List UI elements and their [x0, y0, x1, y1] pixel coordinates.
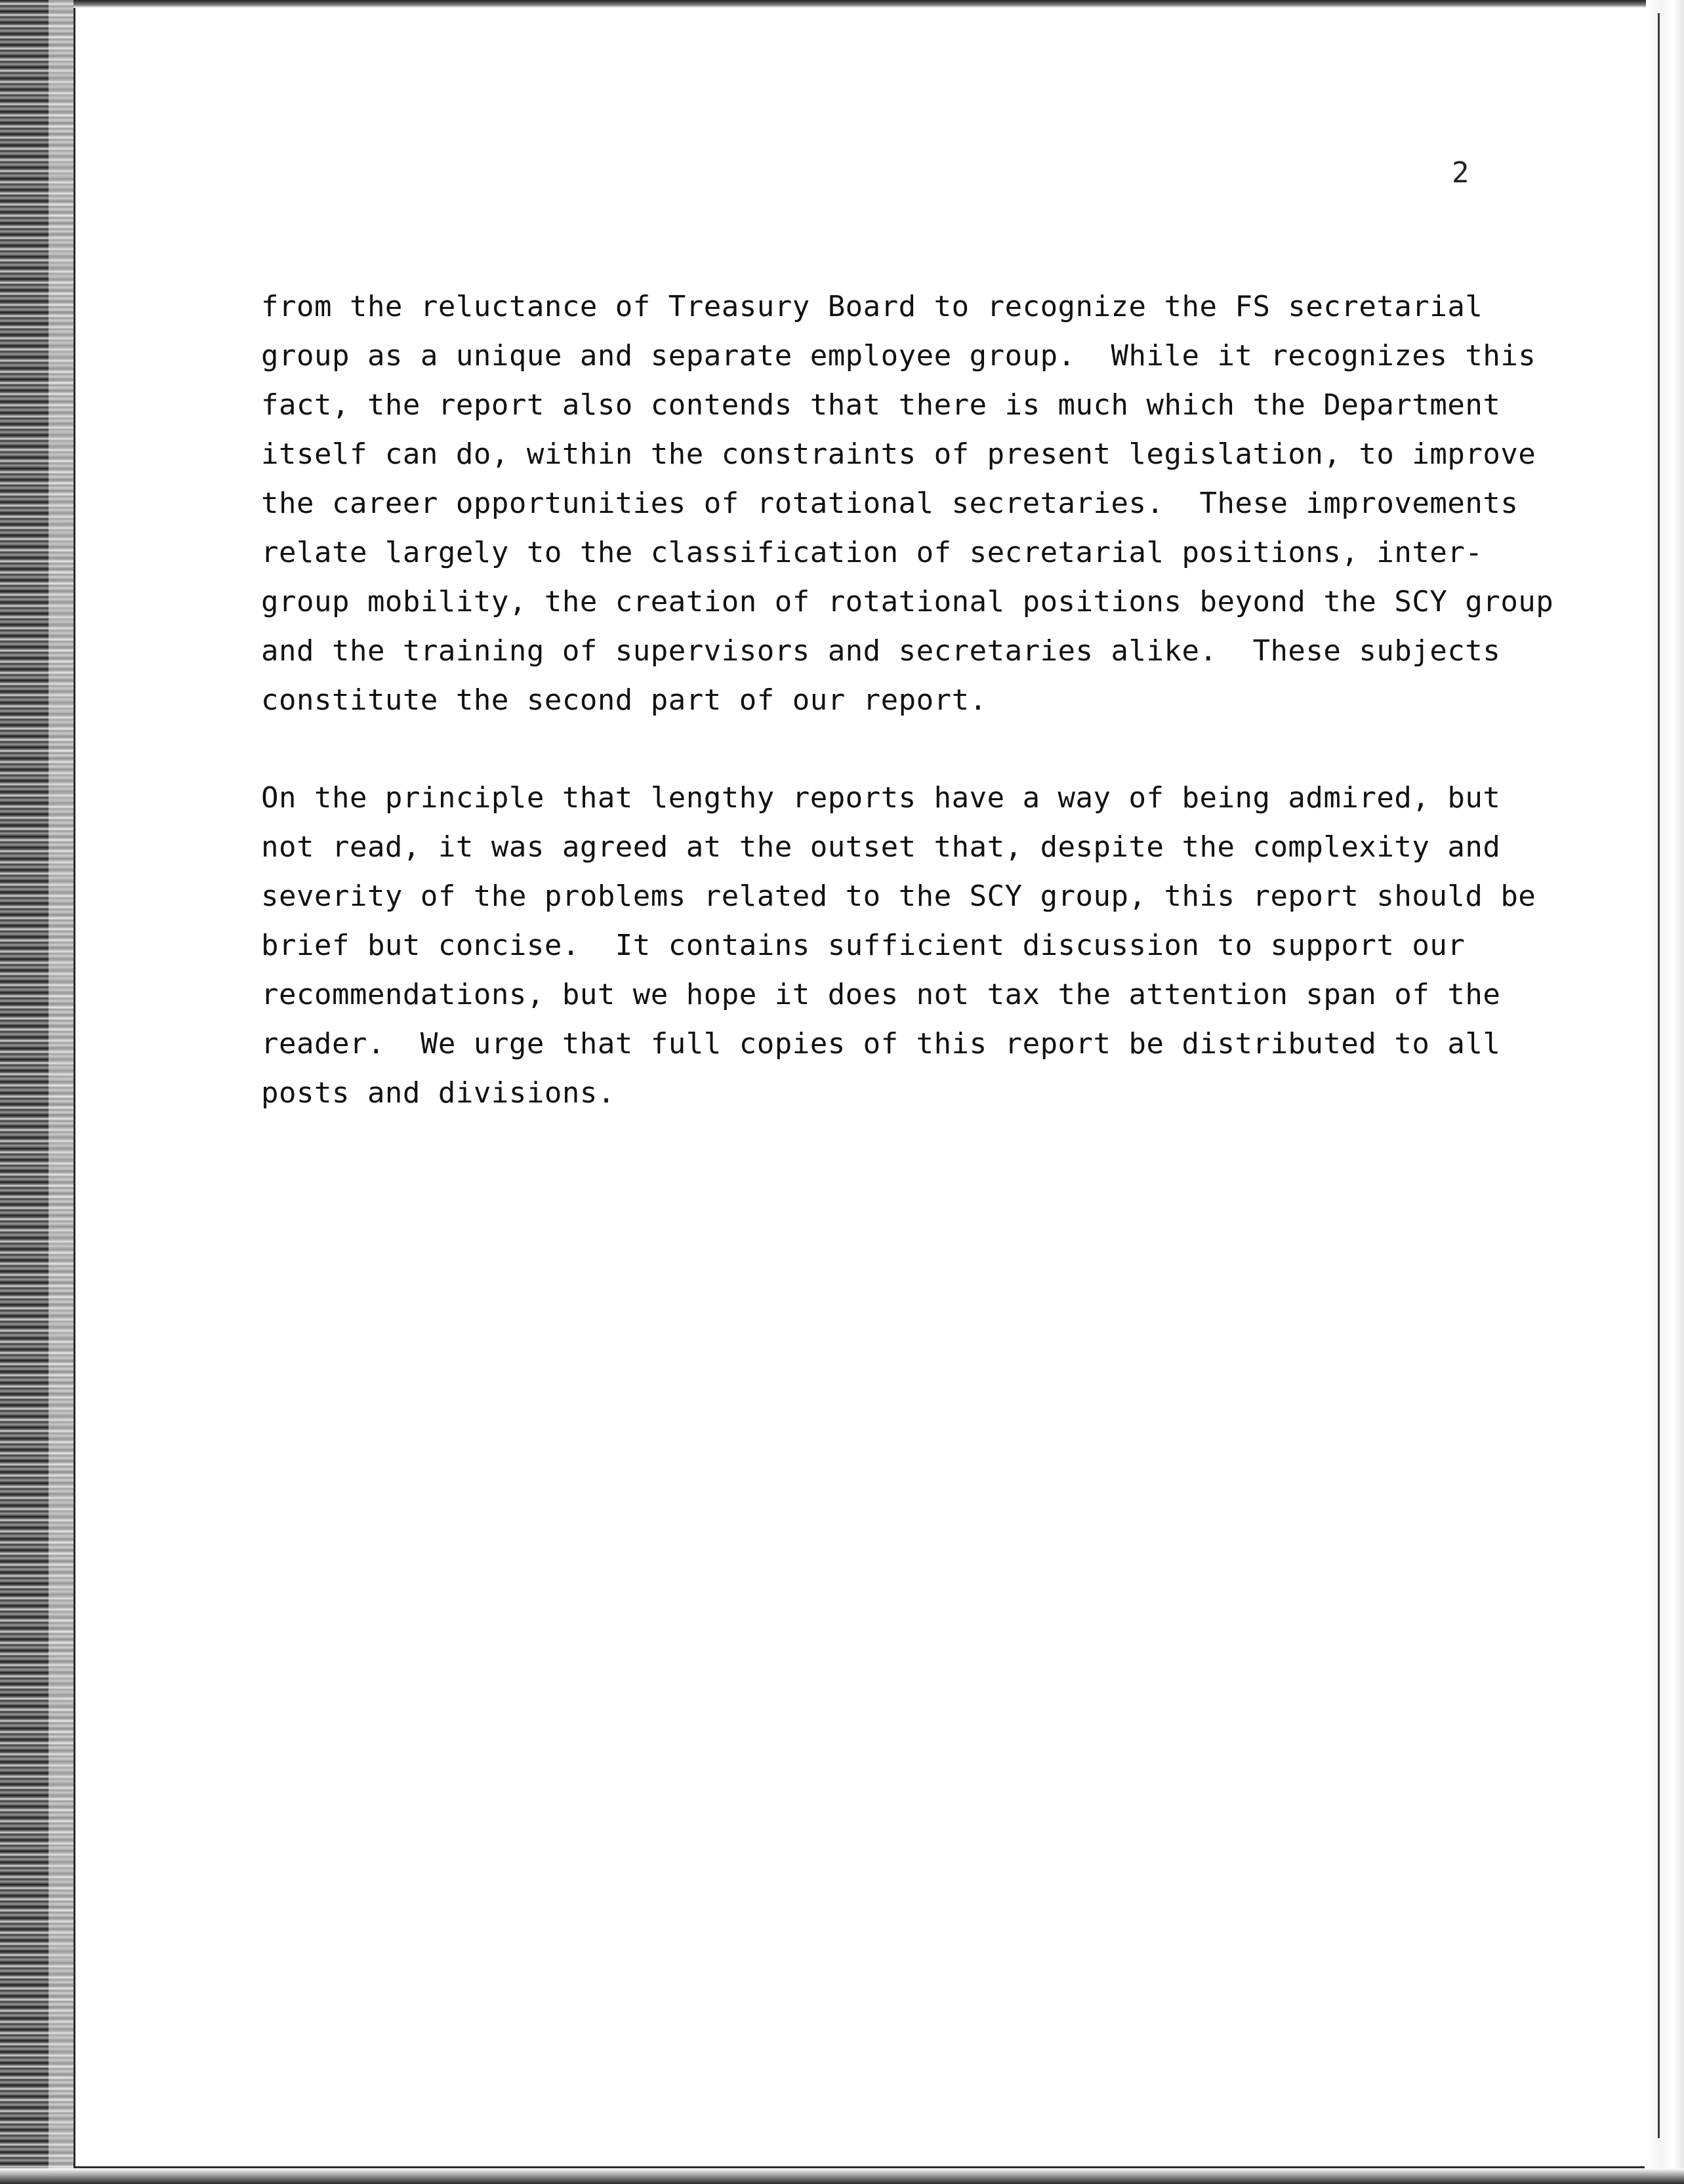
scan-edge-right — [1646, 0, 1684, 2184]
text-line: group mobility, the creation of rotational positions beyond the SCY group — [261, 585, 1554, 618]
text-line: reader. We urge that full copies of this report be distributed to all — [261, 1027, 1501, 1061]
page-number: 2 — [1452, 156, 1469, 190]
text-line: posts and divisions. — [261, 1076, 615, 1110]
text-line: itself can do, within the constraints of present legislation, to improve — [261, 437, 1536, 471]
paragraph-1 — [261, 282, 1554, 725]
text-line: from the reluctance of Treasury Board to recognize the FS secretarial — [261, 290, 1483, 323]
scan-edge-bottom — [0, 2168, 1684, 2184]
document-page — [73, 8, 1645, 2168]
text-line: the career opportunities of rotational secretaries. These improvements — [261, 487, 1519, 520]
text-line: On the principle that lengthy reports have a way of being admired, but — [261, 781, 1501, 815]
text-line: relate largely to the classification of secretarial positions, inter- — [261, 536, 1483, 569]
paragraph-2 — [261, 773, 1547, 1118]
scan-edge-left — [0, 0, 73, 2184]
scan-edge-top — [0, 0, 1684, 8]
text-line: fact, the report also contends that there is much which the Department — [261, 388, 1501, 422]
text-line: and the training of supervisors and secretaries alike. These subjects — [261, 634, 1501, 668]
text-line: brief but concise. It contains sufficient discussion to support our — [261, 929, 1466, 962]
text-line: recommendations, but we hope it does not tax the attention span of the — [261, 978, 1501, 1011]
text-line: severity of the problems related to the SCY group, this report should be — [261, 880, 1536, 913]
text-line: constitute the second part of our report. — [261, 683, 987, 717]
text-line: not read, it was agreed at the outset that, despite the complexity and — [261, 830, 1501, 864]
text-line: group as a unique and separate employee group. While it recognizes this — [261, 339, 1536, 373]
body-text — [261, 282, 1554, 1166]
